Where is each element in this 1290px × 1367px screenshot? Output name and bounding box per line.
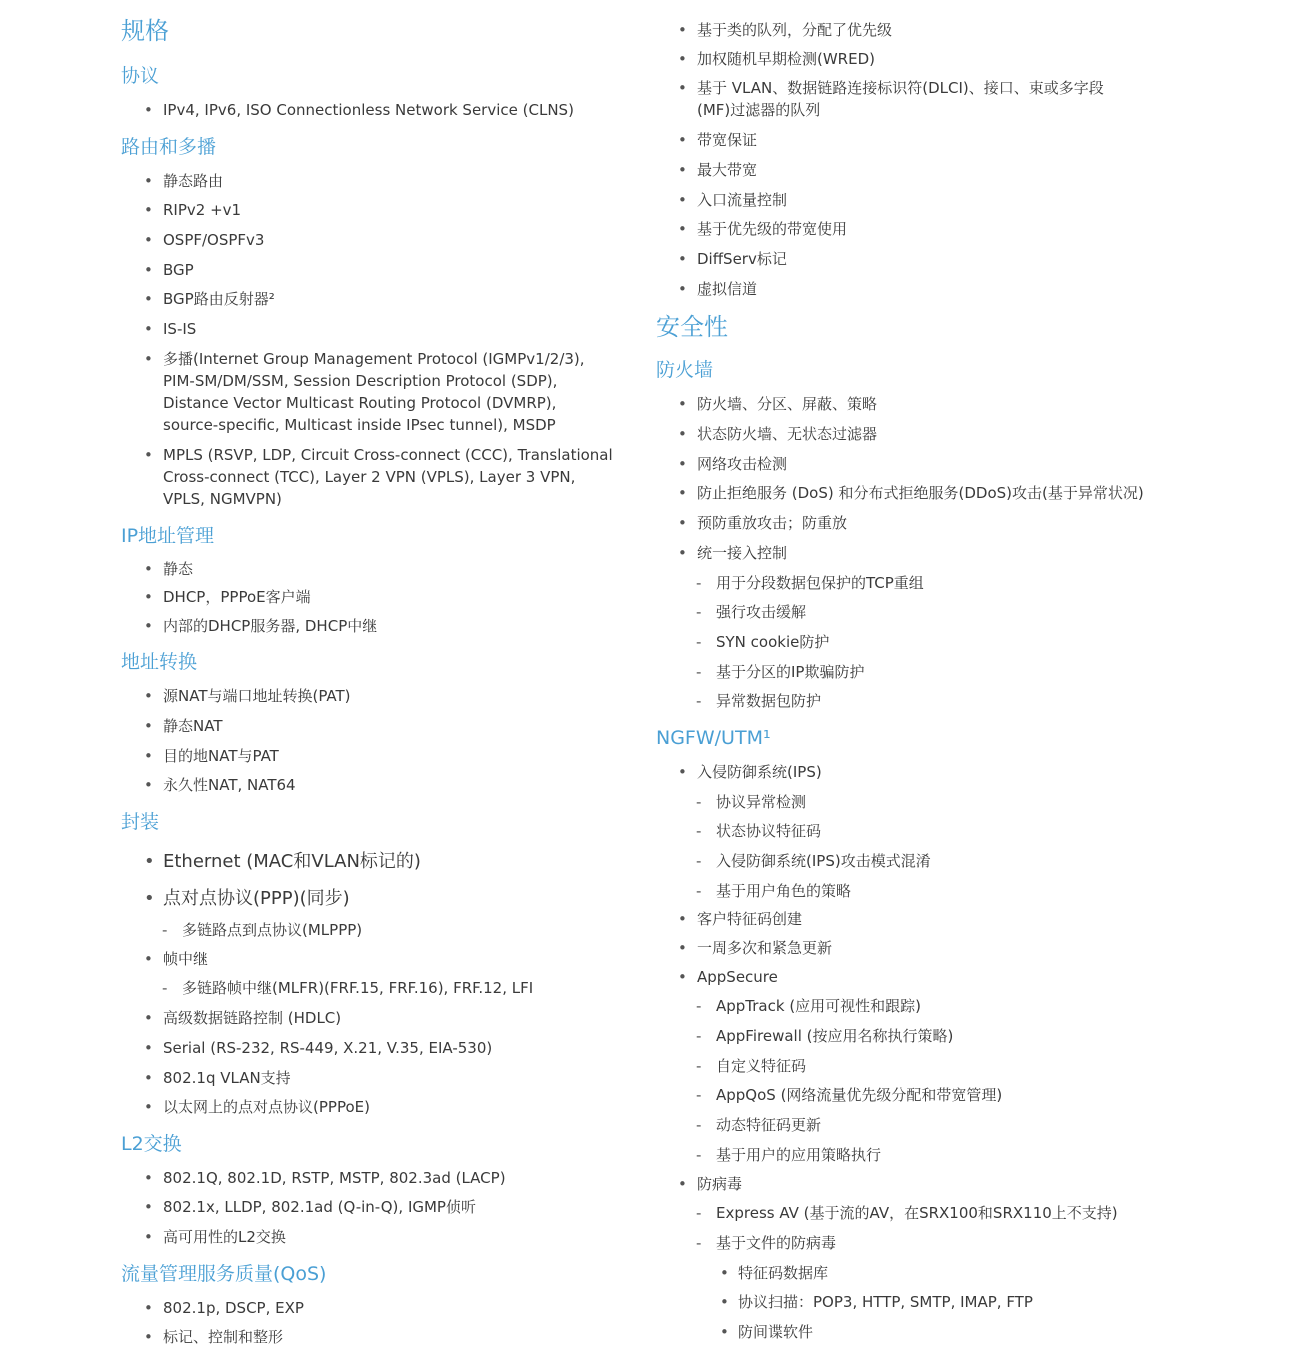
bullet-marker: • [144,350,153,368]
bullet-marker: • [144,231,153,249]
list-item-text: 防火墙、分区、屏蔽、策略 [697,395,878,413]
list-item-text: 内部的DHCP服务器, DHCP中继 [163,617,378,635]
list-item [696,1144,882,1166]
list-item [144,685,351,707]
list-item [162,919,363,941]
list-item [696,1232,837,1254]
list-item-text: 一周多次和紧急更新 [697,939,833,957]
list-item-text: 虚拟信道 [697,280,758,298]
dash-marker: - [696,1027,702,1045]
list-item-text: 基于文件的防病毒 [716,1234,837,1252]
list-item-text: 点对点协议(PPP)(同步) [163,888,350,909]
bullet-marker: • [678,395,687,413]
list-item [678,453,788,475]
list-item [696,791,807,813]
list-item-text: RIPv2 +v1 [163,201,242,219]
bullet-marker: • [144,1328,153,1346]
list-item [696,661,865,683]
list-item-text: 统一接入控制 [697,544,788,562]
list-item [144,348,585,436]
subsection-heading: 封装 [121,811,160,833]
list-item-text: 802.1p, DSCP, EXP [163,1299,304,1317]
list-item-text: Ethernet (MAC和VLAN标记的) [163,851,421,872]
subsection-heading: 路由和多播 [121,136,217,158]
bullet-marker: • [678,131,687,149]
list-item [696,850,931,872]
subsection-heading: 地址转换 [121,651,198,673]
list-item [144,1096,370,1118]
bullet-marker: • [144,101,153,119]
list-item-text: 防止拒绝服务 (DoS) 和分布式拒绝服务(DDoS)攻击(基于异常状况) [697,484,1144,502]
list-item [696,1055,807,1077]
bullet-marker: • [144,851,155,872]
list-item-text: IS-IS [163,320,197,338]
section-heading: 规格 [121,17,169,45]
list-item-text: 入口流量控制 [697,191,788,209]
list-item-text: Express AV (基于流的AV，在SRX100和SRX110上不支持) [716,1204,1118,1222]
list-item [678,761,822,783]
list-item [696,631,830,653]
list-item [696,995,922,1017]
list-item-text: 802.1Q, 802.1D, RSTP, MSTP, 802.3ad (LACP) [163,1169,506,1187]
dash-marker: - [696,882,702,900]
list-item-text: 防病毒 [697,1175,743,1193]
list-item-text: 静态路由 [163,172,224,190]
list-item [144,948,209,970]
list-item-text: 标记、控制和整形 [163,1328,284,1346]
bullet-marker: • [144,1169,153,1187]
bullet-marker: • [720,1293,729,1311]
list-item [678,1173,743,1195]
dash-marker: - [162,979,168,997]
list-item [678,159,758,181]
bullet-marker: • [678,544,687,562]
list-item-text: 802.1q VLAN支持 [163,1069,291,1087]
list-item [696,572,924,594]
bullet-marker: • [144,1198,153,1216]
list-item-text: 永久性NAT, NAT64 [163,776,296,794]
list-item [696,1084,1003,1106]
list-item-text: DHCP，PPPoE客户端 [163,588,311,606]
list-item [678,512,848,534]
bullet-marker: • [144,1039,153,1057]
list-item [696,1114,822,1136]
list-item [678,189,788,211]
bullet-marker: • [678,50,687,68]
list-item [696,690,822,712]
list-item [678,129,758,151]
list-item-text: 静态 [163,560,194,578]
list-item-text: Serial (RS-232, RS-449, X.21, V.35, EIA-530) [163,1039,493,1057]
bullet-marker: • [144,320,153,338]
bullet-marker: • [144,888,155,909]
list-item [144,170,224,192]
list-item-text: 动态特征码更新 [716,1116,822,1134]
bullet-marker: • [720,1264,729,1282]
dash-marker: - [696,1086,702,1104]
list-item-text: 高级数据链路控制 (HDLC) [163,1009,342,1027]
bullet-marker: • [144,172,153,190]
bullet-marker: • [678,220,687,238]
list-item-text: 状态协议特征码 [716,822,822,840]
bullet-marker: • [144,1299,153,1317]
list-item-text: 入侵防御系统(IPS)攻击模式混淆 [716,852,931,870]
list-item-text: 多链路帧中继(MLFR)(FRF.15, FRF.16), FRF.12, LFI [182,979,534,997]
list-item [144,1007,342,1029]
list-item-text: 客户特征码创建 [697,910,803,928]
list-item [720,1291,1033,1313]
bullet-marker: • [678,250,687,268]
dash-marker: - [696,574,702,592]
dash-marker: - [696,997,702,1015]
bullet-marker: • [678,939,687,957]
bullet-marker: • [678,484,687,502]
list-item [720,1262,829,1284]
bullet-marker: • [144,687,153,705]
list-item-text: BGP路由反射器² [163,290,275,308]
list-item [678,77,1104,121]
list-item-text: 加权随机早期检测(WRED) [697,50,875,68]
dash-marker: - [696,822,702,840]
list-item [144,1297,304,1319]
list-item-text: 最大带宽 [697,161,758,179]
dash-marker: - [696,852,702,870]
list-item [696,601,807,623]
list-item [144,1067,291,1089]
list-item [720,1321,814,1343]
list-item [144,745,279,767]
bullet-marker: • [144,446,153,464]
list-item [144,615,378,637]
list-item [678,937,833,959]
list-item [144,1326,284,1348]
list-item-text: 高可用性的L2交换 [163,1228,286,1246]
list-item-text: AppQoS (网络流量优先级分配和带宽管理) [716,1086,1003,1104]
list-item [162,977,534,999]
dash-marker: - [696,1057,702,1075]
list-item [678,248,787,270]
list-item-text: 强行攻击缓解 [716,603,807,621]
list-item [696,820,822,842]
list-item-text: SYN cookie防护 [716,633,830,651]
dash-marker: - [696,1116,702,1134]
bullet-marker: • [144,560,153,578]
dash-marker: - [696,633,702,651]
list-item [144,558,194,580]
list-item-text: 基于优先级的带宽使用 [697,220,848,238]
list-item-text: DiffServ标记 [697,250,787,268]
list-item [678,48,875,70]
list-item [144,199,242,221]
bullet-marker: • [144,1009,153,1027]
list-item-text: 多播(Internet Group Management Protocol (IGMPv1/2/3), PIM-SM/DM/SSM, Session Description Protocol (SDP), Distance Vector Multicast Routing Protocol (DVMRP), source-specific, Multicast inside IPsec tunnel), MSDP [163,350,585,434]
dash-marker: - [696,663,702,681]
bullet-marker: • [678,425,687,443]
dash-marker: - [696,1146,702,1164]
list-item-text: 异常数据包防护 [716,692,822,710]
list-item [144,850,421,874]
list-item [678,278,758,300]
dash-marker: - [162,921,168,939]
list-item-text: 状态防火墙、无状态过滤器 [697,425,878,443]
list-item-text: 特征码数据库 [738,1264,829,1282]
list-item [678,19,893,41]
bullet-marker: • [678,280,687,298]
bullet-marker: • [144,261,153,279]
bullet-marker: • [144,290,153,308]
list-item-text: 自定义特征码 [716,1057,807,1075]
bullet-marker: • [678,910,687,928]
list-item [144,1167,506,1189]
bullet-marker: • [144,1228,153,1246]
list-item [144,99,574,121]
list-item [678,218,848,240]
list-item-text: 协议异常检测 [716,793,807,811]
bullet-marker: • [144,1098,153,1116]
list-item-text: 静态NAT [163,717,223,735]
bullet-marker: • [144,717,153,735]
bullet-marker: • [144,617,153,635]
list-item-text: IPv4, IPv6, ISO Connectionless Network Service (CLNS) [163,101,574,119]
bullet-marker: • [678,968,687,986]
subsection-heading: 协议 [121,65,160,87]
list-item-text: BGP [163,261,194,279]
list-item [678,908,803,930]
list-item-text: 用于分段数据包保护的TCP重组 [716,574,924,592]
list-item [678,482,1144,504]
list-item [144,288,275,310]
dash-marker: - [696,692,702,710]
list-item [144,1037,493,1059]
list-item-text: AppFirewall (按应用名称执行策略) [716,1027,954,1045]
dash-marker: - [696,1234,702,1252]
list-item-text: 目的地NAT与PAT [163,747,279,765]
list-item [678,966,778,988]
list-item [144,586,311,608]
list-item [144,887,350,911]
list-item [678,393,878,415]
list-item [144,444,613,510]
list-item-text: 基于 VLAN、数据链路连接标识符(DLCI)、接口、束或多字段 (MF)过滤器的队列 [697,79,1104,119]
list-item [144,774,296,796]
list-item-text: 基于类的队列，分配了优先级 [697,21,893,39]
bullet-marker: • [144,1069,153,1087]
list-item-text: MPLS (RSVP, LDP, Circuit Cross-connect (CCC), Translational Cross-connect (TCC), Layer 2 VPN (VPLS), Layer 3 VPN, VPLS, NGMVPN) [163,446,613,508]
bullet-marker: • [144,201,153,219]
bullet-marker: • [678,79,687,97]
list-item [144,715,223,737]
subsection-heading: IP地址管理 [121,525,215,547]
list-item-text: OSPF/OSPFv3 [163,231,265,249]
bullet-marker: • [144,747,153,765]
bullet-marker: • [678,161,687,179]
list-item [696,880,852,902]
list-item-text: 802.1x, LLDP, 802.1ad (Q-in-Q), IGMP侦听 [163,1198,476,1216]
list-item [696,1202,1118,1224]
bullet-marker: • [678,191,687,209]
section-heading: 安全性 [656,313,728,341]
bullet-marker: • [720,1323,729,1341]
dash-marker: - [696,603,702,621]
bullet-marker: • [678,514,687,532]
list-item-text: 帧中继 [163,950,209,968]
list-item-text: 基于用户的应用策略执行 [716,1146,882,1164]
bullet-marker: • [678,763,687,781]
list-item [696,1025,954,1047]
list-item-text: AppSecure [697,968,778,986]
subsection-heading: 防火墙 [656,359,714,381]
bullet-marker: • [144,776,153,794]
list-item-text: 基于用户角色的策略 [716,882,852,900]
list-item [678,423,878,445]
subsection-heading: L2交换 [121,1133,182,1155]
list-item [144,259,194,281]
list-item-text: 协议扫描：POP3, HTTP, SMTP, IMAP, FTP [738,1293,1033,1311]
bullet-marker: • [678,455,687,473]
dash-marker: - [696,793,702,811]
list-item-text: 以太网上的点对点协议(PPPoE) [163,1098,370,1116]
list-item-text: 入侵防御系统(IPS) [697,763,822,781]
subsection-heading: NGFW/UTM¹ [656,727,771,749]
bullet-marker: • [144,950,153,968]
bullet-marker: • [678,1175,687,1193]
list-item-text: 预防重放攻击；防重放 [697,514,848,532]
dash-marker: - [696,1204,702,1222]
list-item-text: 源NAT与端口地址转换(PAT) [163,687,351,705]
list-item [678,542,788,564]
list-item-text: 基于分区的IP欺骗防护 [716,663,865,681]
subsection-heading: 流量管理服务质量(QoS) [121,1263,327,1285]
list-item-text: 防间谍软件 [738,1323,814,1341]
list-item-text: 带宽保证 [697,131,758,149]
list-item [144,229,265,251]
list-item [144,318,197,340]
bullet-marker: • [678,21,687,39]
list-item [144,1226,286,1248]
list-item-text: AppTrack (应用可视性和跟踪) [716,997,922,1015]
list-item [144,1196,476,1218]
bullet-marker: • [144,588,153,606]
list-item-text: 多链路点到点协议(MLPPP) [182,921,363,939]
list-item-text: 网络攻击检测 [697,455,788,473]
